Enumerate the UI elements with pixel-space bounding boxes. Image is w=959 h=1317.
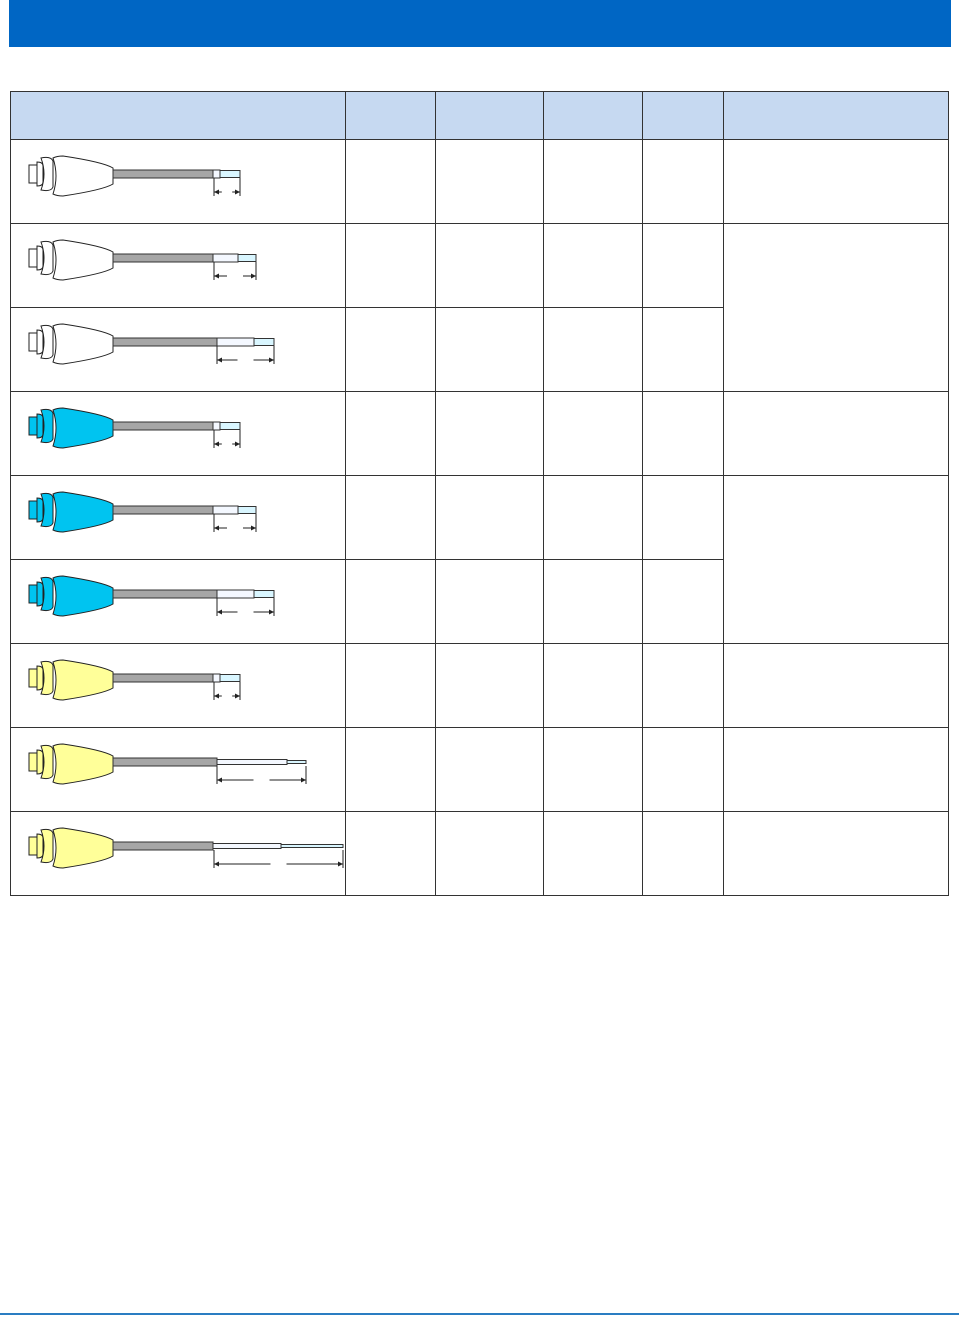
probe-shaft (113, 758, 217, 766)
table-cell (436, 728, 544, 812)
probe-ferrule (213, 170, 220, 178)
dimension-arrow (301, 778, 306, 783)
handle-body (53, 324, 113, 364)
probe-ferrule (217, 760, 287, 765)
probe-drawing-cell (11, 728, 346, 812)
dimension-arrow (338, 862, 343, 867)
table-cell (643, 728, 724, 812)
table-row (11, 224, 949, 308)
table-row (11, 476, 949, 560)
table-cell (346, 224, 436, 308)
probe-shaft (113, 506, 213, 514)
dimension-arrow (269, 610, 274, 615)
dimension-arrow (269, 358, 274, 363)
table-header-row (11, 92, 949, 140)
dimension-arrow (214, 694, 219, 699)
probe-drawing (11, 308, 346, 391)
handle-grip (37, 409, 53, 442)
header-bar (9, 0, 951, 47)
probe-tip (281, 845, 343, 848)
notes-cell (724, 476, 949, 644)
table-cell (544, 224, 643, 308)
probe-shaft (113, 842, 213, 850)
handle-body (53, 492, 113, 532)
probe-drawing-cell (11, 560, 346, 644)
table-row (11, 812, 949, 896)
connector-cap (29, 165, 37, 183)
table-cell (436, 812, 544, 896)
connector-cap (29, 753, 37, 771)
table-cell (436, 392, 544, 476)
probe-drawing (11, 812, 346, 895)
probe-shaft (113, 674, 213, 682)
probe-drawing (11, 476, 346, 559)
probe-shaft (113, 422, 213, 430)
table-cell (436, 476, 544, 560)
probe-drawing (11, 224, 346, 307)
dimension-arrow (214, 442, 219, 447)
table-cell (346, 812, 436, 896)
table-cell (643, 560, 724, 644)
dimension-arrow (214, 190, 219, 195)
probe-tip (220, 423, 240, 430)
probe-drawing (11, 728, 346, 811)
table-cell (346, 644, 436, 728)
probe-drawing-cell (11, 140, 346, 224)
probe-drawing (11, 140, 346, 223)
table-row (11, 728, 949, 812)
header-title (9, 13, 21, 33)
handle-body (53, 576, 113, 616)
notes-cell (724, 392, 949, 476)
header-cell-3 (436, 92, 544, 140)
table-cell (643, 224, 724, 308)
connector-cap (29, 417, 37, 435)
handle-grip (37, 493, 53, 526)
table-cell (544, 308, 643, 392)
probe-ferrule (213, 254, 238, 262)
handle-grip (37, 829, 53, 862)
table-cell (436, 644, 544, 728)
dimension-arrow (217, 358, 222, 363)
table-cell (346, 728, 436, 812)
probe-ferrule (217, 590, 254, 598)
table-cell (544, 560, 643, 644)
probe-tip (287, 761, 306, 764)
handle-grip (37, 325, 53, 358)
table-cell (346, 560, 436, 644)
table-cell (544, 140, 643, 224)
handle-body (53, 408, 113, 448)
dimension-arrow (251, 274, 256, 279)
probe-tip (238, 255, 256, 262)
probe-drawing-cell (11, 476, 346, 560)
notes-cell (724, 812, 949, 896)
table-row (11, 140, 949, 224)
table-cell (346, 140, 436, 224)
probe-ferrule (213, 422, 220, 430)
table-row (11, 644, 949, 728)
header-cell-5 (643, 92, 724, 140)
dimension-arrow (235, 190, 240, 195)
table-cell (544, 476, 643, 560)
table-cell (544, 644, 643, 728)
table-cell (346, 308, 436, 392)
connector-cap (29, 669, 37, 687)
probe-ferrule (213, 506, 238, 514)
header-cell-notes (724, 92, 949, 140)
handle-body (53, 240, 113, 280)
dimension-arrow (235, 694, 240, 699)
probe-tip (254, 339, 274, 346)
connector-cap (29, 501, 37, 519)
connector-cap (29, 585, 37, 603)
footer-line (0, 1313, 959, 1315)
probe-drawing-cell (11, 224, 346, 308)
dimension-arrow (217, 778, 222, 783)
handle-grip (37, 157, 53, 190)
table-cell (346, 476, 436, 560)
probe-drawing-cell (11, 812, 346, 896)
table-cell (643, 392, 724, 476)
notes-cell (724, 224, 949, 392)
probe-drawing-cell (11, 392, 346, 476)
header-cell-4 (544, 92, 643, 140)
handle-grip (37, 661, 53, 694)
probe-shaft (113, 590, 217, 598)
handle-grip (37, 745, 53, 778)
probe-drawing (11, 644, 346, 727)
probe-ferrule (217, 338, 254, 346)
handle-body (53, 156, 113, 196)
handle-grip (37, 241, 53, 274)
table-cell (643, 476, 724, 560)
handle-body (53, 828, 113, 868)
header-cell-drawing (11, 92, 346, 140)
probe-drawing (11, 560, 346, 643)
table-row (11, 392, 949, 476)
probe-tip (238, 507, 256, 514)
table-cell (643, 308, 724, 392)
notes-cell (724, 644, 949, 728)
table-cell (346, 392, 436, 476)
handle-body (53, 660, 113, 700)
connector-cap (29, 837, 37, 855)
table-cell (544, 812, 643, 896)
table-cell (643, 644, 724, 728)
dimension-arrow (214, 862, 219, 867)
dimension-arrow (235, 442, 240, 447)
probe-drawing (11, 392, 346, 475)
table-cell (436, 308, 544, 392)
handle-grip (37, 577, 53, 610)
table-cell (544, 728, 643, 812)
probe-tip (254, 591, 274, 598)
table-cell (544, 392, 643, 476)
probe-shaft (113, 170, 213, 178)
probe-drawing-cell (11, 644, 346, 728)
probe-drawing-cell (11, 308, 346, 392)
probe-tip (220, 675, 240, 682)
dimension-arrow (217, 610, 222, 615)
handle-body (53, 744, 113, 784)
probe-tip (220, 171, 240, 178)
dimension-arrow (214, 526, 219, 531)
dimension-arrow (214, 274, 219, 279)
notes-cell (724, 140, 949, 224)
specification-table (10, 91, 949, 896)
probe-ferrule (213, 674, 220, 682)
header-cell-2 (346, 92, 436, 140)
probe-shaft (113, 254, 213, 262)
dimension-arrow (251, 526, 256, 531)
connector-cap (29, 249, 37, 267)
table-cell (436, 140, 544, 224)
table-cell (643, 812, 724, 896)
table-cell (643, 140, 724, 224)
table-cell (436, 560, 544, 644)
connector-cap (29, 333, 37, 351)
probe-ferrule (213, 844, 281, 849)
notes-cell (724, 728, 949, 812)
table-cell (436, 224, 544, 308)
probe-shaft (113, 338, 217, 346)
